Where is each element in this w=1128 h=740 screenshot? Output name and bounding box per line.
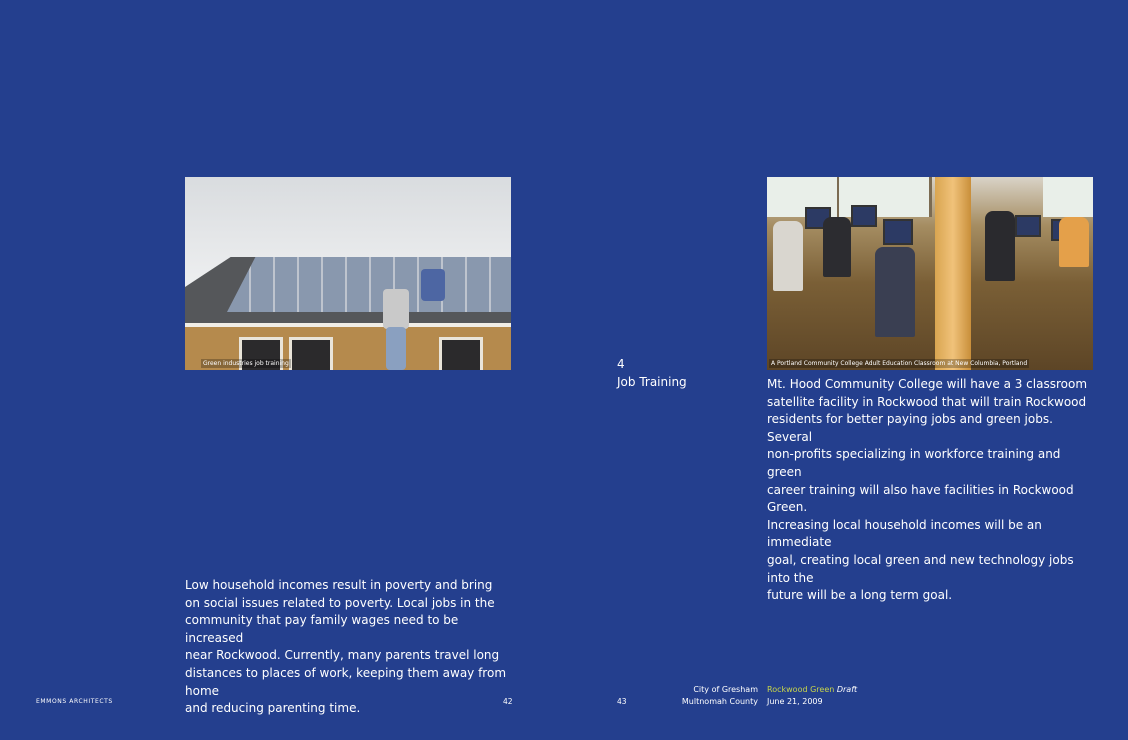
paragraph-line: Mt. Hood Community College will have a 3 classroom (767, 377, 1088, 391)
footer-project (767, 685, 857, 694)
photo-caption: A Portland Community College Adult Education Classroom at New Columbia, Portland (771, 360, 1028, 367)
section-number: 4 (617, 357, 625, 371)
paragraph-line: non-profits specializing in workforce training and green (767, 447, 1061, 479)
project-name: Rockwood Green (767, 685, 835, 694)
footer-county: Multnomah County (681, 697, 758, 706)
section-paragraph (767, 376, 1097, 605)
paragraph-line: community that pay family wages need to be increased (185, 613, 459, 645)
page-number-left: 42 (503, 697, 513, 706)
project-status: Draft (836, 685, 858, 694)
paragraph-line: satellite facility in Rockwood that will train Rockwood (767, 394, 1087, 409)
paragraph-line: future will be a long term goal. (767, 588, 953, 603)
firm-name: EMMONS ARCHITECTS (36, 698, 113, 705)
section-title: Job Training (617, 375, 687, 389)
paragraph-line: and reducing parenting time. (185, 701, 361, 716)
paragraph-line: on social issues related to poverty. Local jobs in the (185, 595, 495, 610)
paragraph-line: Increasing local household incomes will be an immediate (767, 517, 1042, 550)
paragraph-line: near Rockwood. Currently, many parents travel long (185, 648, 500, 663)
solar-installation-photo (185, 177, 511, 370)
intro-paragraph (185, 577, 515, 718)
photo-caption: Green industries job training (203, 360, 289, 367)
paragraph-line: Low household incomes result in poverty and bring (185, 578, 493, 592)
footer-date: June 21, 2009 (767, 697, 823, 706)
classroom-photo (767, 177, 1093, 370)
paragraph-line: career training will also have facilities in Rockwood Green. (767, 482, 1074, 515)
paragraph-line: distances to places of work, keeping them away from home (185, 665, 507, 698)
footer-city: City of Gresham (693, 685, 758, 694)
paragraph-line: goal, creating local green and new technology jobs into the (767, 552, 1074, 585)
page-number-right: 43 (617, 697, 627, 706)
paragraph-line: residents for better paying jobs and green jobs. Several (767, 412, 1053, 444)
